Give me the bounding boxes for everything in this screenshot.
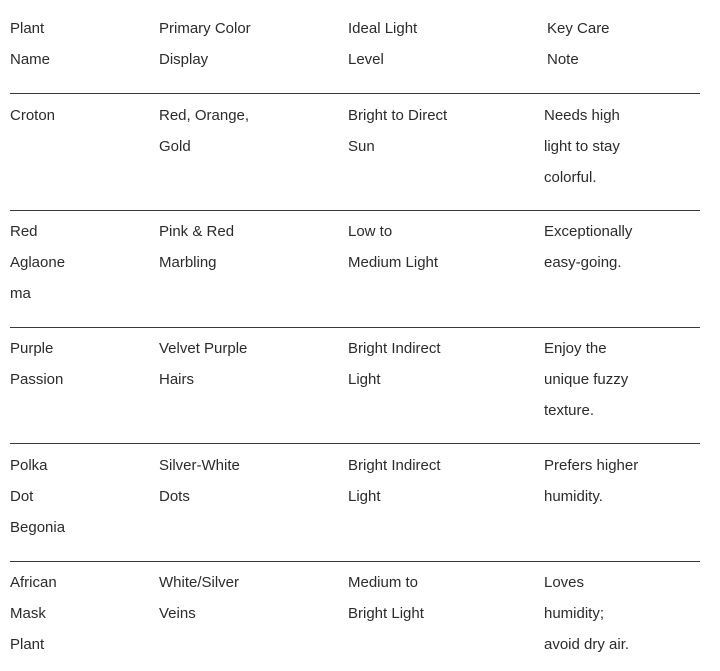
cell-text: Bright to Direct	[348, 107, 448, 124]
cell-text: ma	[10, 285, 31, 302]
cell-text: Medium Light	[348, 254, 439, 271]
cell-key-care	[544, 333, 674, 426]
cell-text: humidity.	[544, 488, 603, 505]
header-ideal-light	[348, 13, 498, 75]
header-key-care	[547, 13, 677, 75]
cell-text: texture.	[544, 402, 595, 419]
cell-text: Pink & Red	[159, 223, 235, 240]
cell-text: Prefers higher	[544, 457, 639, 474]
cell-text: Light	[348, 488, 381, 505]
header-plant-name	[10, 13, 80, 75]
cell-text: Gold	[159, 138, 191, 155]
cell-text: colorful.	[544, 169, 597, 186]
row-divider	[10, 210, 700, 211]
header-text: Primary Color	[159, 20, 251, 37]
header-text: Name	[10, 51, 51, 68]
cell-text: Aglaone	[10, 254, 66, 271]
cell-text: Dot	[10, 488, 34, 505]
cell-plant-name	[10, 567, 80, 660]
row-divider	[10, 93, 700, 94]
cell-primary-color	[159, 567, 309, 629]
cell-text: Bright Indirect	[348, 340, 441, 357]
cell-plant-name	[10, 100, 80, 131]
cell-text: Marbling	[159, 254, 217, 271]
cell-text: Loves	[544, 574, 585, 591]
cell-text: Needs high	[544, 107, 620, 124]
cell-ideal-light	[348, 216, 498, 278]
cell-text: Velvet Purple	[159, 340, 248, 357]
cell-key-care	[544, 567, 674, 660]
cell-text: Mask	[10, 605, 46, 622]
cell-primary-color	[159, 216, 309, 278]
cell-plant-name	[10, 333, 80, 395]
cell-text: Passion	[10, 371, 64, 388]
cell-text: Red	[10, 223, 38, 240]
cell-text: light to stay	[544, 138, 620, 155]
cell-text: unique fuzzy	[544, 371, 629, 388]
cell-text: Hairs	[159, 371, 195, 388]
cell-plant-name	[10, 450, 80, 543]
cell-text: Exceptionally	[544, 223, 633, 240]
header-text: Key Care	[547, 20, 610, 37]
cell-text: Low to	[348, 223, 393, 240]
cell-primary-color	[159, 450, 309, 512]
cell-text: Enjoy the	[544, 340, 607, 357]
row-divider	[10, 443, 700, 444]
cell-text: Purple	[10, 340, 54, 357]
cell-text: easy-going.	[544, 254, 622, 271]
header-text: Display	[159, 51, 209, 68]
cell-ideal-light	[348, 100, 498, 162]
cell-key-care	[544, 450, 674, 512]
cell-ideal-light	[348, 333, 498, 395]
cell-text: Begonia	[10, 519, 66, 536]
cell-text: African	[10, 574, 57, 591]
cell-text: Bright Light	[348, 605, 424, 622]
cell-ideal-light	[348, 450, 498, 512]
row-divider	[10, 561, 700, 562]
cell-key-care	[544, 100, 674, 193]
cell-ideal-light	[348, 567, 498, 629]
cell-text: White/Silver	[159, 574, 240, 591]
cell-key-care	[544, 216, 674, 278]
cell-plant-name	[10, 216, 80, 309]
cell-text: Croton	[10, 107, 56, 124]
cell-text: Plant	[10, 636, 45, 653]
cell-text: Red, Orange,	[159, 107, 250, 124]
cell-text: Silver-White	[159, 457, 240, 474]
header-text: Plant	[10, 20, 45, 37]
cell-text: humidity;	[544, 605, 605, 622]
cell-text: Bright Indirect	[348, 457, 441, 474]
cell-text: Medium to	[348, 574, 419, 591]
row-divider	[10, 327, 700, 328]
cell-primary-color	[159, 333, 309, 395]
cell-text: Polka	[10, 457, 48, 474]
cell-text: Light	[348, 371, 381, 388]
header-text: Ideal Light	[348, 20, 418, 37]
header-primary-color	[159, 13, 309, 75]
header-text: Level	[348, 51, 384, 68]
cell-text: Veins	[159, 605, 196, 622]
cell-text: avoid dry air.	[544, 636, 630, 653]
cell-text: Dots	[159, 488, 190, 505]
cell-primary-color	[159, 100, 309, 162]
cell-text: Sun	[348, 138, 375, 155]
header-text: Note	[547, 51, 579, 68]
